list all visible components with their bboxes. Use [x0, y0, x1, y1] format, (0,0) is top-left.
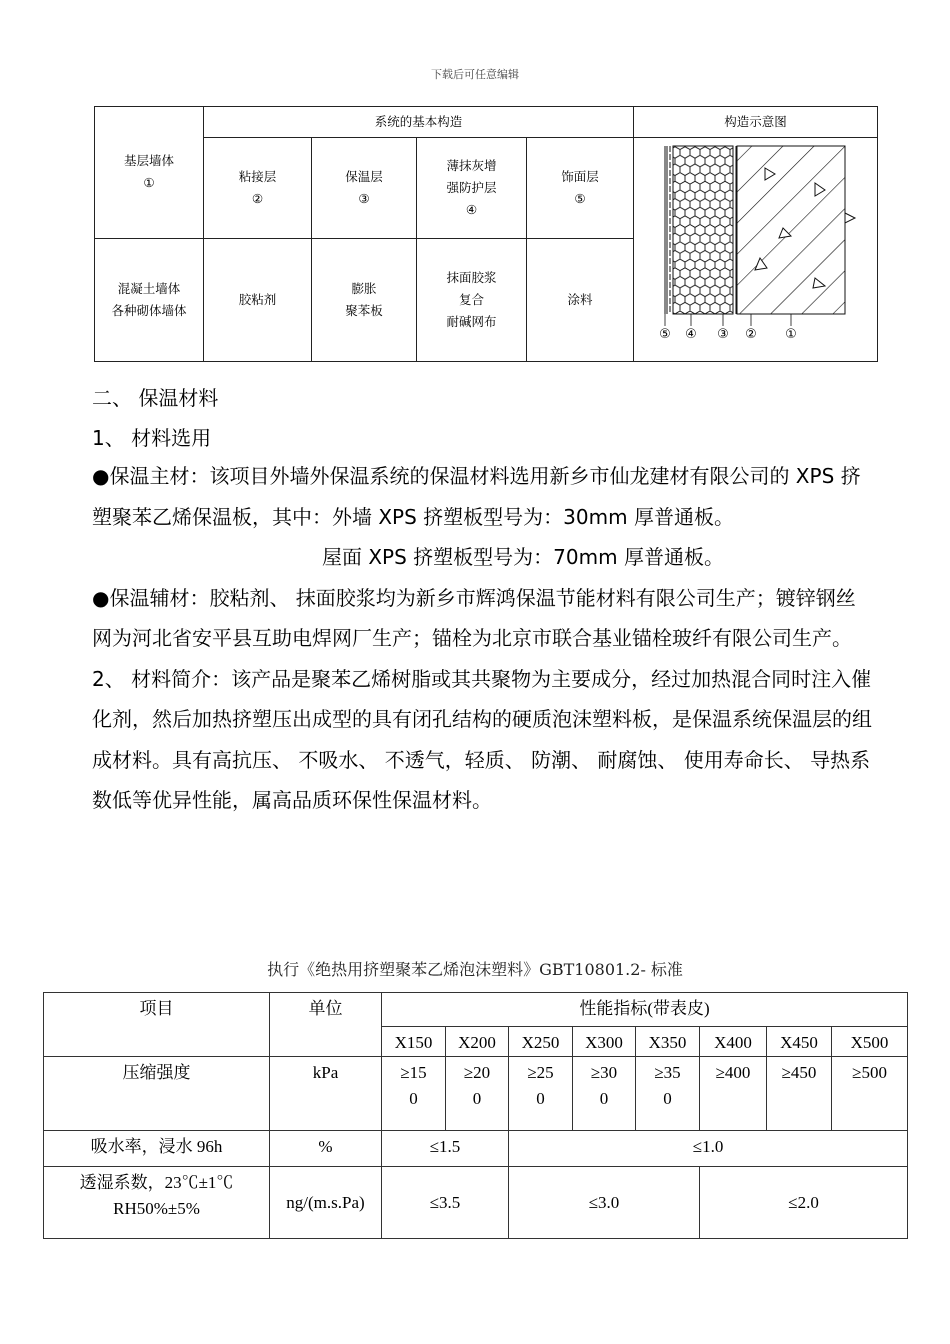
col-unit-header: 单位 [270, 993, 382, 1057]
diagram-label-1: ① [784, 327, 797, 342]
water-value-2: ≤1.0 [509, 1131, 908, 1167]
auxiliary-material-paragraph: ●保温辅材：胶粘剂、 抹面胶浆均为新乡市辉鸿保温节能材料有限公司生产；镀锌钢丝网为河北省安平县互助电焊网厂生产；锚栓为北京市联合基业锚栓玻纤有限公司生产。 [92, 585, 856, 650]
col-item-header: 项目 [44, 993, 270, 1057]
main-material-paragraph: ●保温主材：该项目外墙外保温系统的保温材料选用新乡市仙龙建材有限公司的 XPS 挤塑聚苯乙烯保温板，其中：外墙 XPS 挤塑板型号为：30mm 厚普通板。 [92, 464, 861, 529]
compress-x300: ≥30 0 [573, 1057, 636, 1131]
compress-x150: ≥15 0 [382, 1057, 446, 1131]
compress-x200: ≥20 0 [446, 1057, 509, 1131]
insulation-value: 膨胀 聚苯板 [312, 238, 417, 361]
water-value-1: ≤1.5 [382, 1131, 509, 1167]
diagram-label-2: ② [744, 327, 757, 342]
compress-unit: kPa [270, 1057, 382, 1131]
grade-x300: X300 [573, 1027, 636, 1057]
compress-x350: ≥35 0 [636, 1057, 700, 1131]
triangle-marker [845, 213, 855, 223]
grade-x150: X150 [382, 1027, 446, 1057]
section-title: 二、 保温材料 [92, 386, 219, 410]
diagram-header: 构造示意图 [634, 107, 878, 138]
spec-table-caption: 执行《绝热用挤塑聚苯乙烯泡沫塑料》GBT10801.2- 标准 [267, 960, 683, 979]
perm-unit: ng/(m.s.Pa) [270, 1167, 382, 1239]
material-intro-paragraph [92, 659, 872, 821]
perm-value-1: ≤3.5 [382, 1167, 509, 1239]
grade-x400: X400 [700, 1027, 767, 1057]
diagram-label-4: ④ [684, 327, 697, 342]
base-wall-value: 混凝土墙体 各种砌体墙体 [95, 238, 204, 361]
water-item: 吸水率，浸水 96h [44, 1131, 270, 1167]
protective-value: 抹面胶浆 复合 耐碱网布 [417, 238, 527, 361]
system-structure-table [94, 106, 878, 362]
layer-adhesive-header: 粘接层 ② [204, 138, 312, 239]
roof-board-paragraph: 屋面 XPS 挤塑板型号为：70mm 厚普通板。 [322, 545, 724, 569]
grade-x450: X450 [767, 1027, 832, 1057]
material-intro-text: 该产品是聚苯乙烯树脂或其共聚物为主要成分，经过加热混合同时注入催化剂，然后加热挤塑压出成型的具有闭孔结构的硬质泡沫塑料板，是保温系统保温层的组成材料。具有高抗压、 不吸水、 不透气，轻质、 防潮、 耐腐蚀、 使用寿命长、 导热系数低等优异性能，属高品质环保性保温材料。 [92, 666, 872, 812]
compress-x450: ≥450 [767, 1057, 832, 1131]
system-basic-structure-header: 系统的基本构造 [204, 107, 634, 138]
finish-value: 涂料 [527, 238, 634, 361]
compress-x400: ≥400 [700, 1057, 767, 1131]
perm-value-2: ≤3.0 [509, 1167, 700, 1239]
grade-x250: X250 [509, 1027, 573, 1057]
compress-x500: ≥500 [832, 1057, 908, 1131]
performance-spec-table [43, 992, 908, 1239]
diagram-label-5: ⑤ [658, 327, 671, 342]
structure-diagram-cell [634, 138, 878, 362]
wall-structure-diagram [635, 138, 877, 354]
perm-item: 透湿系数，23℃±1℃ RH50%±5% [44, 1167, 270, 1239]
adhesive-value: 胶粘剂 [204, 238, 312, 361]
subsection-material-intro: 2、 材料简介： [92, 666, 232, 691]
layer-insulation-header: 保温层 ③ [312, 138, 417, 239]
water-unit: % [270, 1131, 382, 1167]
material-paragraphs [92, 456, 872, 821]
subsection-material-selection: 1、 材料选用 [92, 426, 212, 450]
perm-value-3: ≤2.0 [700, 1167, 908, 1239]
page-header-note: 下载后可任意编辑 [431, 68, 519, 81]
layer-protective-header: 薄抹灰增 强防护层 ④ [417, 138, 527, 239]
col-performance-header: 性能指标(带表皮) [382, 993, 908, 1027]
grade-x500: X500 [832, 1027, 908, 1057]
base-wall-header: 基层墙体 ① [95, 107, 204, 239]
layer-finish-header: 饰面层 ⑤ [527, 138, 634, 239]
compress-item: 压缩强度 [44, 1057, 270, 1131]
diagram-label-3: ③ [716, 327, 729, 342]
grade-x200: X200 [446, 1027, 509, 1057]
grade-x350: X350 [636, 1027, 700, 1057]
compress-x250: ≥25 0 [509, 1057, 573, 1131]
